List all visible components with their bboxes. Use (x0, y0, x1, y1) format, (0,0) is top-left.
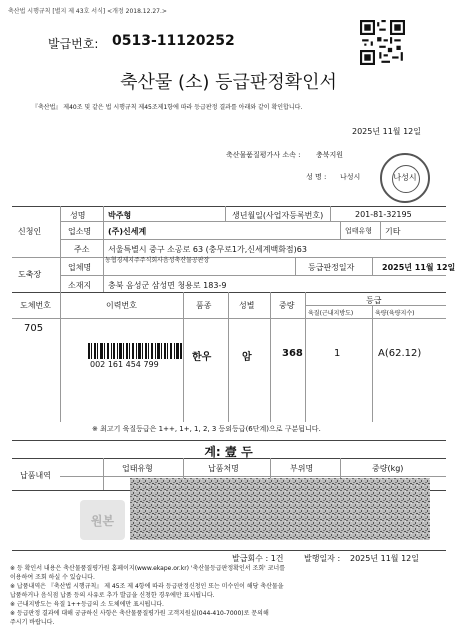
slaughter-section-label: 도축장 (18, 270, 42, 279)
meat-quality-grade: 1 (334, 348, 341, 359)
applicant-name-label: 성명 (70, 211, 86, 220)
delivery-biz-type-header: 업태유형 (122, 464, 153, 473)
footer-note: 주시기 바랍니다. (10, 619, 55, 626)
footer-note: ※ 등 확인서 내용은 축산물품질평가원 홈페이지(www.ekape.or.kr) '축산물등급판정확인서 조회' 코너를 (10, 565, 285, 572)
intro-text: 『축산법』 제40조 및 같은 법 시행규칙 제45조제1항에 따라 등급판정 결과를 아래와 같이 확인합니다. (32, 104, 303, 111)
form-reference: 축산법 시행규칙 [별지 제 43호 서식] <개정 2018.12.27.> (8, 8, 167, 15)
company-value: (주)신세계 (108, 227, 147, 236)
col-trace-no: 이력번호 (106, 301, 137, 310)
applicant-section-label: 신청인 (18, 227, 42, 236)
grade-note: ※ 최고기 육질등급은 1++, 1+, 1, 2, 3 등외등급(6단계)으로 구분됩니다. (92, 425, 321, 433)
qr-code-icon (360, 20, 405, 65)
document-title: 축산물 (소) 등급판정확인서 (120, 72, 337, 93)
footer-note: ※ 등급판정 결과에 대해 궁금하신 사항은 축산물품질평가원 고객지원실(044-410-7000)로 문의해 (10, 610, 269, 617)
grade-date-label: 등급판정일자 (308, 263, 355, 272)
col-grade: 등급 (366, 296, 382, 305)
col-breed: 품종 (196, 301, 212, 310)
issue-number-label: 발급번호: (48, 37, 99, 51)
biz-no-label: 생년월일(사업자등록번호) (232, 211, 324, 220)
barcode-icon (88, 343, 183, 359)
col-meat-quality: 육질(근내지방도) (308, 310, 354, 317)
slaughter-company-label: 업체명 (68, 263, 92, 272)
company-label: 업소명 (68, 227, 92, 236)
sex: 암 (242, 352, 252, 363)
location-label: 소재지 (68, 281, 92, 290)
col-weight: 중량 (279, 301, 295, 310)
weight: 368 (282, 348, 303, 359)
applicant-name: 박주형 (108, 211, 132, 220)
footer-note: 이용하여 조회 하실 수 있습니다. (10, 574, 95, 581)
delivery-part-header: 부위명 (290, 464, 314, 473)
col-carcass-no: 도체번호 (20, 301, 51, 310)
office-value: 충북지원 (316, 151, 344, 159)
col-meat-yield: 육량(육량지수) (375, 310, 415, 317)
address-value: 서울특별시 중구 소공로 63 (충무로1가,신세계백화점)63 (108, 245, 307, 254)
original-watermark (80, 500, 125, 540)
certify-date: 2025년 11월 12일 (352, 127, 421, 136)
grade-date-value: 2025년 11월 12일 (382, 263, 456, 272)
delivery-section-label: 납품내역 (20, 471, 51, 480)
original-watermark-text: 원본 (90, 514, 115, 528)
trace-no: 002 161 454 799 (90, 360, 159, 369)
seal-text: 나성시 (393, 173, 417, 182)
grader-name: 나성시 (340, 173, 361, 181)
footer-note: ※ 근내지방도는 육질 1++등급의 소 도체에만 표시됩니다. (10, 601, 164, 608)
official-seal (380, 153, 430, 203)
slaughter-company-value: 농협경제지주주식회사음성축산물공판장 (105, 257, 210, 264)
office-label: 축산물품질평가사 소속 : (226, 151, 301, 159)
delivery-recipient-header: 납품처명 (208, 464, 239, 473)
location-value: 충북 음성군 삼성면 청용로 183-9 (108, 281, 227, 290)
head-count-summary: 계: 壹 두 (204, 445, 253, 459)
meat-yield-grade: A(62.12) (378, 348, 422, 359)
col-sex: 성별 (239, 301, 255, 310)
address-label: 주소 (74, 245, 90, 254)
biz-no-value: 201-81-32195 (355, 210, 412, 219)
issue-number: 0513-11120252 (112, 33, 235, 49)
carcass-no: 705 (24, 323, 44, 334)
delivery-weight-header: 중량(kg) (372, 464, 404, 473)
biz-type-value: 기타 (385, 227, 401, 236)
footer-note: ※ 납품내역은 『축산법 시행규칙』 제 45조 제 4항에 따라 등급판정신청인 또는 미수인이 해당 축산물을 (10, 583, 284, 590)
issue-count: 발급회수 : 1건 (232, 554, 284, 563)
breed: 한우 (192, 352, 212, 363)
issue-date-value: 2025년 11월 12일 (350, 554, 419, 563)
issue-date-label: 발행일자 : (304, 554, 341, 563)
footer-note: 납품하거나 음식점 납품 등의 사유로 추가 발급을 신청한 경우에만 표시됩니다. (10, 592, 215, 599)
biz-type-label: 업태유형 (345, 227, 373, 235)
grader-name-label: 성 명 : (306, 173, 327, 181)
security-pattern (130, 478, 430, 540)
